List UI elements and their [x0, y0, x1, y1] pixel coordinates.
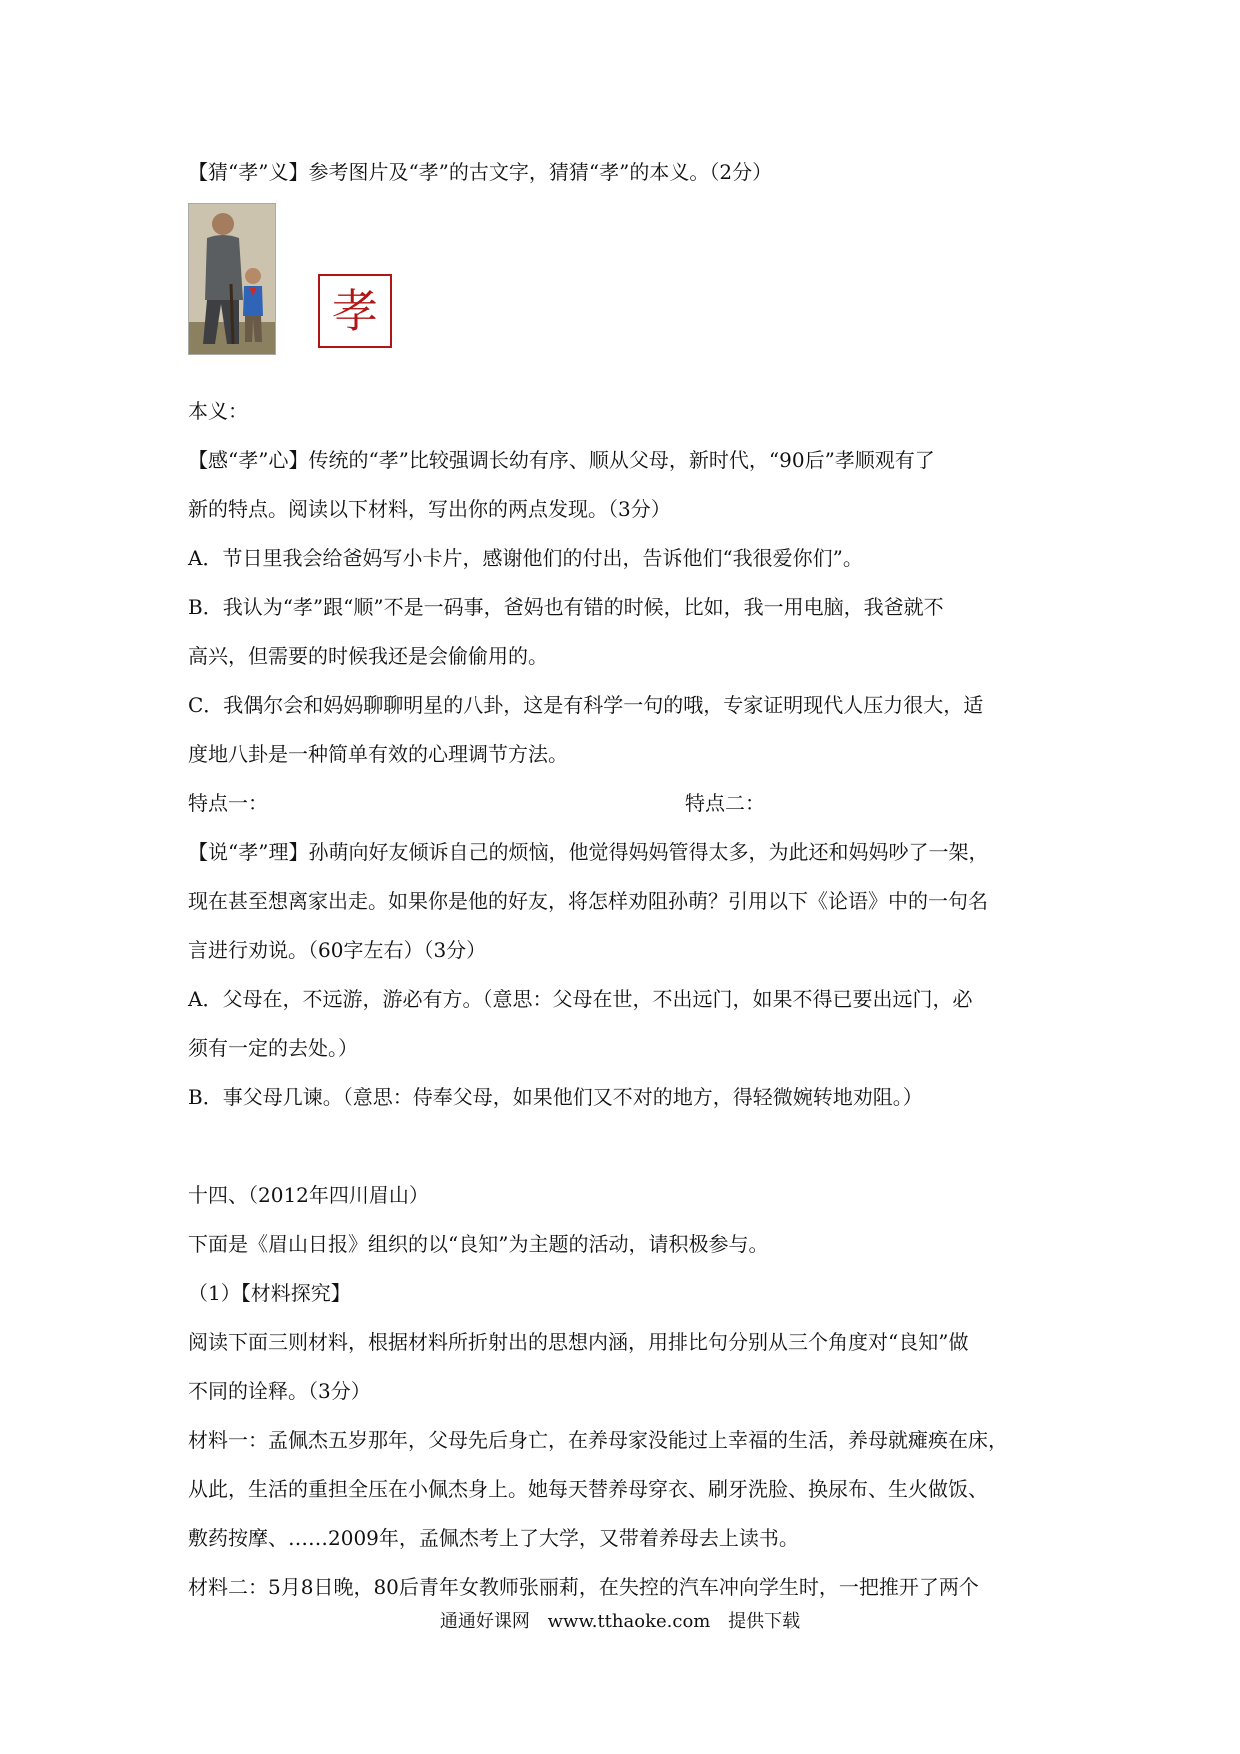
- question-reason-line-1: 【说“孝”理】孙萌向好友倾诉自己的烦恼，他觉得妈妈管得太多，为此还和妈妈吵了一架，: [188, 840, 989, 864]
- material-c-line-1: C．我偶尔会和妈妈聊聊明星的八卦，这是有科学一句的哦，专家证明现代人压力很大，适: [188, 693, 984, 717]
- quote-a-line-2: 须有一定的去处。）: [188, 1036, 358, 1060]
- subquestion-1-task-line-1: 阅读下面三则材料，根据材料所折射出的思想内涵，用排比句分别从三个角度对“良知”做: [188, 1330, 969, 1354]
- answer-label-original-meaning: 本义：: [188, 399, 248, 423]
- footer-site-name: 通通好课网: [439, 1611, 530, 1632]
- material-one-line-1: 材料一：孟佩杰五岁那年，父母先后身亡，在养母家没能过上幸福的生活，养母就瘫痪在床，: [188, 1428, 1008, 1452]
- question-14-heading: 十四、（2012年四川眉山）: [188, 1183, 429, 1207]
- material-c-line-2: 度地八卦是一种简单有效的心理调节方法。: [188, 742, 568, 766]
- material-a: A．节日里我会给爸妈写小卡片，感谢他们的付出，告诉他们“我很爱你们”。: [188, 546, 863, 570]
- question-reason-line-3: 言进行劝说。（60字左右）（3分）: [188, 938, 487, 962]
- document-body: [188, 148, 1058, 1612]
- page-footer: [0, 1607, 1240, 1633]
- section-spacer: [188, 1122, 1058, 1171]
- material-one-line-3: 敷药按摩、……2009年，孟佩杰考上了大学，又带着养母去上读书。: [188, 1526, 799, 1550]
- quote-a-line-1: A．父母在，不远游，游必有方。（意思：父母在世，不出远门，如果不得已要出远门，必: [188, 987, 973, 1011]
- illustration-elder-and-child: [188, 203, 276, 355]
- question-feel-line-2: 新的特点。阅读以下材料，写出你的两点发现。（3分）: [188, 497, 671, 521]
- question-reason-line-2: 现在甚至想离家出走。如果你是他的好友，将怎样劝阻孙萌？引用以下《论语》中的一句名: [188, 889, 988, 913]
- material-one-line-2: 从此，生活的重担全压在小佩杰身上。她每天替养母穿衣、刷牙洗脸、换尿布、生火做饭、: [188, 1477, 988, 1501]
- feature-two-label: 特点二：: [685, 791, 765, 815]
- question-feel-line-1: 【感“孝”心】传统的“孝”比较强调长幼有序、顺从父母，新时代，“90后”孝顺观有了: [188, 448, 935, 472]
- figure-row: [188, 203, 1058, 385]
- subquestion-1-task-line-2: 不同的诠释。（3分）: [188, 1379, 371, 1403]
- material-b-line-1: B．我认为“孝”跟“顺”不是一码事，爸妈也有错的时候，比如，我一用电脑，我爸就不: [188, 595, 944, 619]
- question-14-intro: 下面是《眉山日报》组织的以“良知”为主题的活动，请积极参与。: [188, 1232, 769, 1256]
- quote-b: B．事父母几谏。（意思：侍奉父母，如果他们又不对的地方，得轻微婉转地劝阻。）: [188, 1085, 923, 1109]
- feature-one-label: 特点一：: [188, 791, 268, 815]
- feature-answer-row: [188, 779, 1058, 828]
- material-two-line-1: 材料二：5月8日晚，80后青年女教师张丽莉，在失控的汽车冲向学生时，一把推开了两个: [188, 1575, 979, 1599]
- subquestion-1-title: （1）【材料探究】: [188, 1281, 351, 1305]
- footer-url: www.tthaoke.com: [547, 1611, 711, 1632]
- material-b-line-2: 高兴，但需要的时候我还是会偷偷用的。: [188, 644, 548, 668]
- ancient-xiao-character-seal: [318, 274, 392, 348]
- seal-character: 孝: [332, 284, 378, 338]
- question-guess-xiao: 【猜“孝”义】参考图片及“孝”的古文字，猜猜“孝”的本义。（2分）: [188, 160, 773, 184]
- footer-note: 提供下载: [728, 1611, 801, 1632]
